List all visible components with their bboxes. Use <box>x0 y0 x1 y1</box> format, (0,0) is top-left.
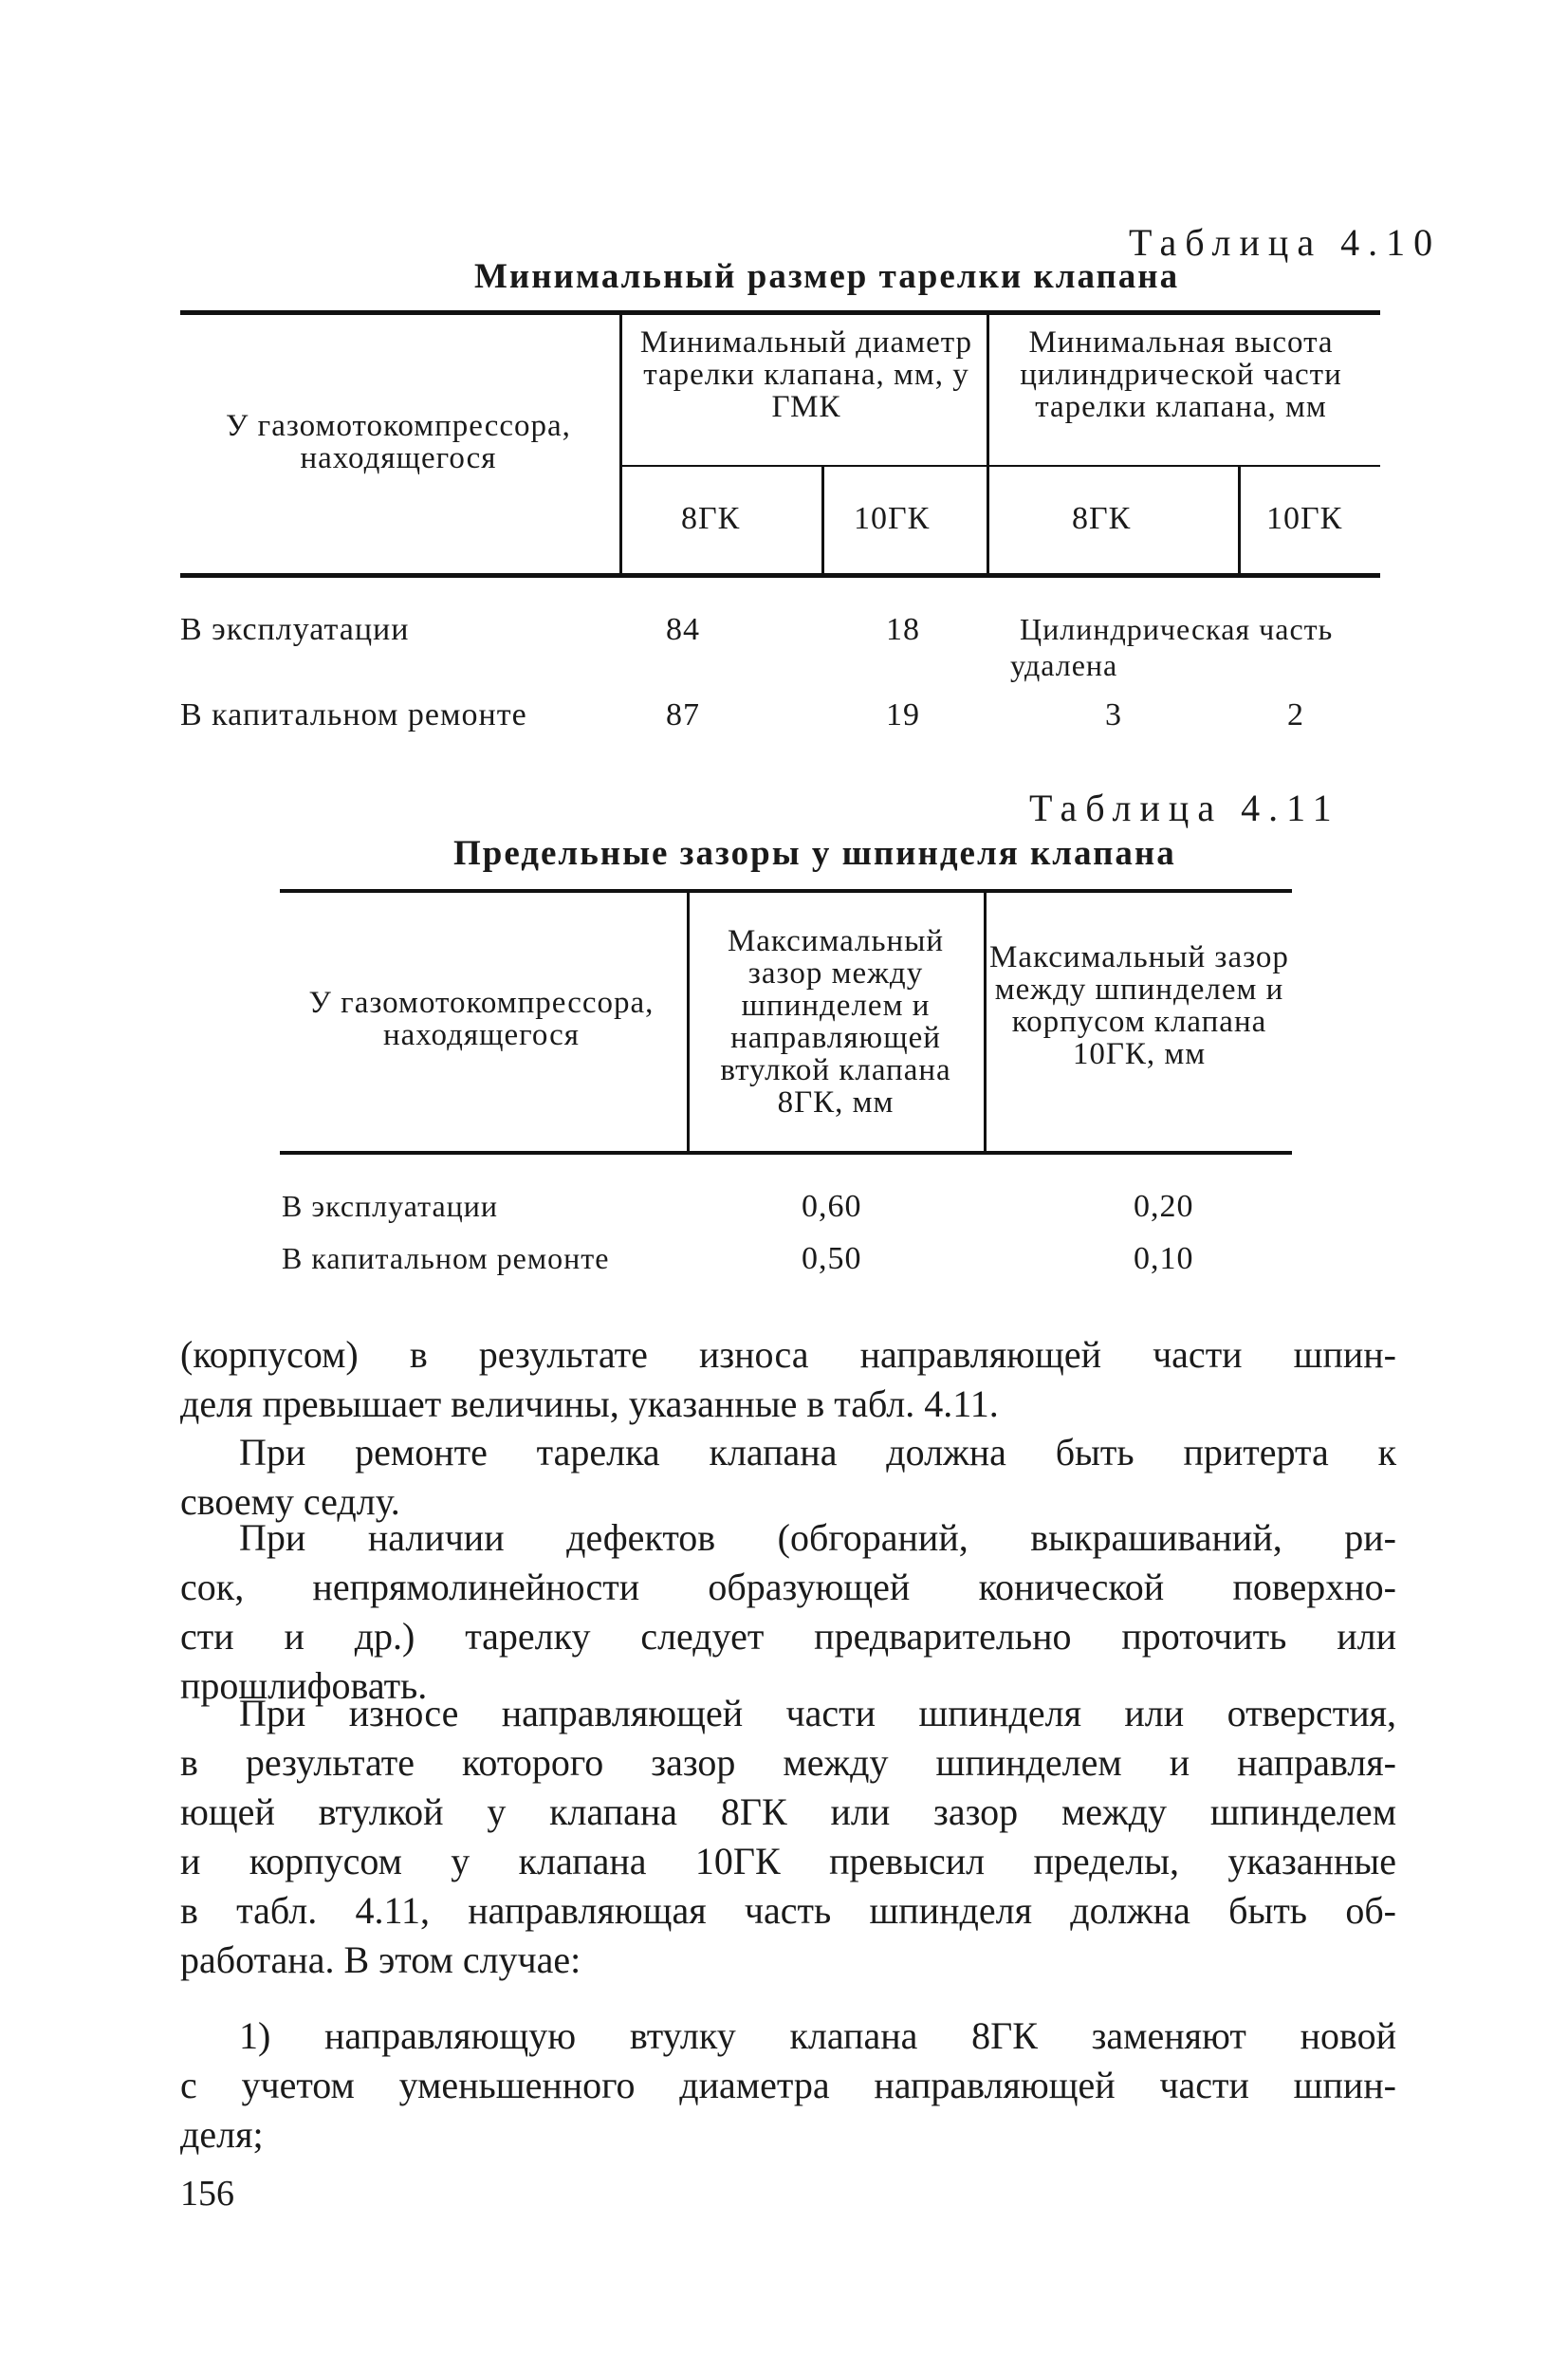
cell-value: 87 <box>666 697 700 732</box>
text-line: При износе направляющей части шпинделя или отверстия, <box>239 1692 1396 1734</box>
text-line: деля превышает величины, указанные в табл. 4.11. <box>180 1382 999 1425</box>
table-top-rule <box>180 310 1380 315</box>
text-line: деля; <box>180 2113 264 2156</box>
cell-value: 3 <box>1105 697 1122 732</box>
paragraph <box>180 1428 1396 1527</box>
row-label: В капитальном ремонте <box>282 1241 610 1275</box>
cell-value: 0,60 <box>802 1189 862 1224</box>
text-line: с учетом уменьшенного диаметра направляющей части шпин- <box>180 2064 1396 2106</box>
table-4-11-col2-header: Максимальный зазор между шпинделем и направляющей втулкой клапана 8ГК, мм <box>720 924 951 1120</box>
row-label: В эксплуатации <box>282 1189 499 1223</box>
text-line: в табл. 4.11, направляющая часть шпинделя должна быть об- <box>180 1889 1396 1932</box>
text-line: ющей втулкой у клапана 8ГК или зазор между шпинделем <box>180 1790 1396 1833</box>
row-label: В капитальном ремонте <box>180 697 527 732</box>
table-4-10-title: Минимальный размер тарелки клапана <box>474 257 1180 296</box>
table-4-10-col2-header: Минимальный диаметр тарелки клапана, мм, у ГМК <box>639 325 973 424</box>
text-line: сти и др.) тарелку следует предварительно проточить или <box>180 1615 1396 1658</box>
cell-note: Цилиндрическая часть <box>1020 612 1334 646</box>
table-divider <box>619 315 622 573</box>
table-header-rule <box>280 1151 1292 1155</box>
cell-value: 2 <box>1287 697 1304 732</box>
table-4-11-title: Предельные зазоры у шпинделя клапана <box>453 834 1176 873</box>
table-4-10-sub-10gk: 10ГК <box>854 501 931 536</box>
table-header-rule <box>180 573 1380 578</box>
text-line: (корпусом) в результате износа направляющей части шпин- <box>180 1333 1396 1376</box>
table-4-10-col1-header: У газомотокомпрессора, находящегося <box>226 409 571 475</box>
table-4-10-sub-8gk: 8ГК <box>1072 501 1132 536</box>
cell-value: 0,50 <box>802 1241 862 1276</box>
table-4-10-sub-10gk: 10ГК <box>1266 501 1343 536</box>
paragraph <box>180 1330 1396 1429</box>
text-line: сок, непрямолинейности образующей конической поверхно- <box>180 1566 1396 1608</box>
text-line: в результате которого зазор между шпинделем и направля- <box>180 1741 1396 1784</box>
table-divider <box>987 315 989 573</box>
table-divider <box>687 893 690 1151</box>
table-top-rule <box>280 889 1292 893</box>
table-4-11-col1-header: У газомотокомпрессора, находящегося <box>308 986 655 1052</box>
text-line: прошлифовать. <box>180 1664 428 1707</box>
table-divider <box>984 893 987 1151</box>
table-4-10-sub-8gk: 8ГК <box>681 501 741 536</box>
cell-value: 18 <box>886 612 920 647</box>
table-4-11-col3-header: Максимальный зазор между шпинделем и корпусом клапана 10ГК, мм <box>989 940 1289 1071</box>
table-subheader-rule <box>621 465 987 467</box>
page-number: 156 <box>180 2174 234 2214</box>
table-divider <box>1238 467 1241 573</box>
paragraph <box>180 2011 1396 2159</box>
text-line: 1) направляющую втулку клапана 8ГК заменяют новой <box>239 2014 1396 2057</box>
text-line: и корпусом у клапана 10ГК превысил пределы, указанные <box>180 1840 1396 1882</box>
cell-value: 0,20 <box>1134 1189 1194 1224</box>
table-4-10-col3-header: Минимальная высота цилиндрической части тарелки клапана, мм <box>1020 325 1342 424</box>
text-line: работана. В этом случае: <box>180 1938 581 1981</box>
cell-note: удалена <box>1010 648 1118 682</box>
paragraph <box>180 1513 1396 1711</box>
table-4-10-label: Таблица 4.10 <box>1129 221 1442 264</box>
cell-value: 84 <box>666 612 700 647</box>
table-divider <box>821 467 824 573</box>
table-subheader-rule <box>988 465 1380 467</box>
cell-value: 19 <box>886 697 920 732</box>
text-line: своему седлу. <box>180 1480 400 1523</box>
row-label: В эксплуатации <box>180 612 410 647</box>
text-line: При ремонте тарелка клапана должна быть притерта к <box>239 1431 1396 1474</box>
table-4-11-label: Таблица 4.11 <box>1029 787 1340 829</box>
paragraph <box>180 1689 1396 1985</box>
cell-value: 0,10 <box>1134 1241 1194 1276</box>
text-line: При наличии дефектов (обгораний, выкрашиваний, ри- <box>239 1516 1396 1559</box>
